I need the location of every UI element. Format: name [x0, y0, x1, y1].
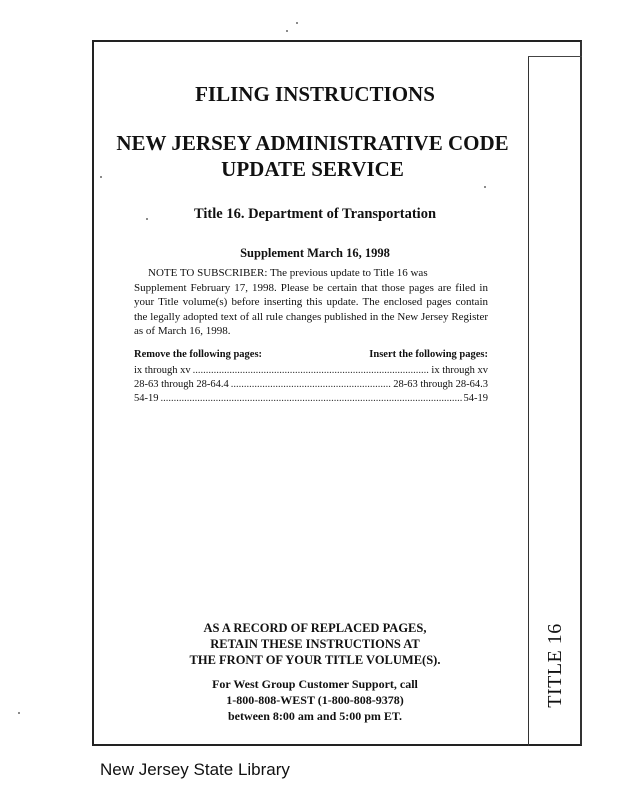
leader-dots — [161, 392, 462, 406]
support-line1: For West Group Customer Support, call — [212, 677, 418, 691]
remove-pages: 54-19 — [134, 393, 159, 404]
table-row — [134, 378, 488, 392]
scan-speck — [146, 218, 148, 220]
remove-pages: ix through xv — [134, 365, 191, 376]
note-body: Supplement February 17, 1998. Please be certain that those pages are filed in your Title volume(s) before inserting this update. The enclosed pages contain the legally adopted text of all rule changes published in the New Jersey Register as of March 16, 1998. — [134, 281, 488, 338]
scan-speck — [18, 712, 20, 714]
leader-dots — [193, 364, 430, 378]
support-phone: 1-800-808-WEST (1-800-808-9378) — [226, 693, 404, 707]
record-notice — [160, 620, 470, 668]
tab-divider — [528, 56, 529, 746]
record-line3: THE FRONT OF YOUR TITLE VOLUME(S). — [189, 653, 441, 667]
table-row — [134, 392, 488, 406]
record-line2: RETAIN THESE INSTRUCTIONS AT — [210, 637, 420, 651]
insert-pages: 54-19 — [463, 393, 488, 404]
insert-pages: 28-63 through 28-64.3 — [393, 379, 488, 390]
note-line1: NOTE TO SUBSCRIBER: The previous update to Title 16 was — [148, 267, 428, 279]
leader-dots — [231, 378, 391, 392]
record-line1: AS A RECORD OF REPLACED PAGES, — [203, 621, 427, 635]
scan-speck — [100, 176, 102, 178]
title-tab — [532, 600, 578, 730]
table-row — [134, 364, 488, 378]
title-heading: Title 16. Department of Transportation — [193, 206, 437, 222]
scan-speck — [296, 22, 298, 24]
title-tab-label: TITLE 16 — [543, 622, 566, 708]
insert-pages: ix through xv — [431, 365, 488, 376]
remove-pages: 28-63 through 28-64.4 — [134, 379, 229, 390]
page-title: FILING INSTRUCTIONS — [195, 82, 435, 106]
pages-table — [134, 364, 488, 406]
scan-speck — [286, 30, 288, 32]
scan-speck — [484, 186, 486, 188]
tab-top-line — [528, 56, 582, 57]
support-info — [160, 676, 470, 724]
support-hours: between 8:00 am and 5:00 pm ET. — [227, 709, 403, 723]
code-heading-line1: NEW JERSEY ADMINISTRATIVE CODE — [116, 131, 509, 155]
insert-header: Insert the following pages: — [369, 349, 488, 360]
subscriber-note — [134, 266, 488, 339]
supplement-date: Supplement March 16, 1998 — [240, 246, 390, 260]
remove-header: Remove the following pages: — [134, 349, 263, 360]
code-heading — [100, 130, 525, 182]
code-heading-line2: UPDATE SERVICE — [221, 157, 404, 181]
pages-table-header — [134, 349, 488, 363]
library-footer: New Jersey State Library — [100, 760, 290, 779]
